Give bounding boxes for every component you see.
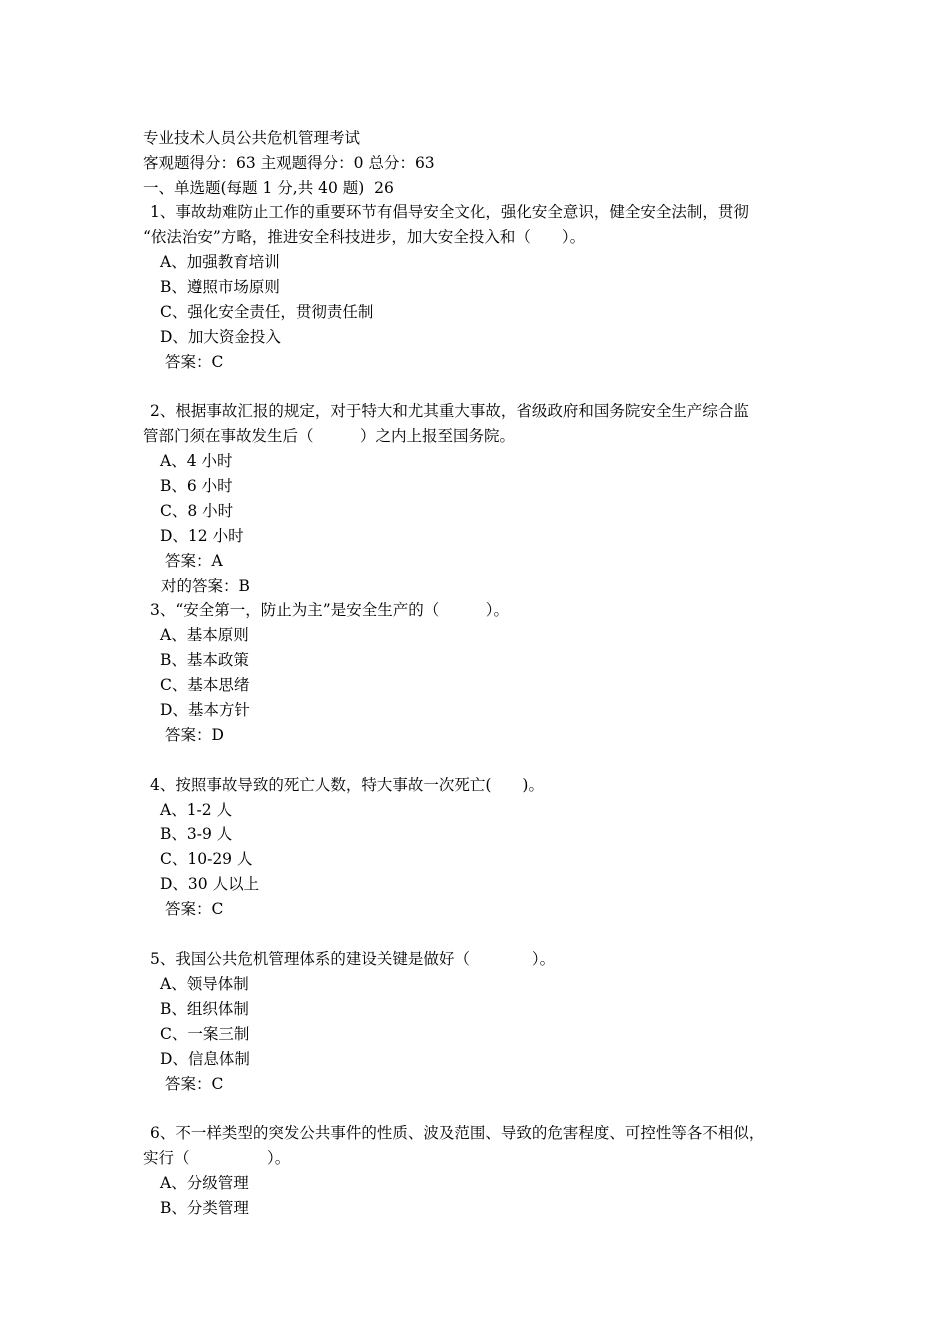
question-4-option-c: C、10-29 人 bbox=[160, 850, 253, 868]
question-5-answer: 答案：C bbox=[165, 1075, 224, 1093]
question-1-option-d: D、加大资金投入 bbox=[160, 328, 281, 346]
question-5-option-b: B、组织体制 bbox=[160, 1000, 249, 1018]
question-4-option-b: B、3-9 人 bbox=[160, 825, 233, 843]
question-2-correct-answer: 对的答案：B bbox=[161, 577, 250, 595]
section-header: 一、单选题(每题 1 分,共 40 题) 26 bbox=[143, 179, 394, 197]
question-6-option-a: A、分级管理 bbox=[160, 1174, 249, 1192]
question-2-text: 2、根据事故汇报的规定，对于特大和尤其重大事故，省级政府和国务院安全生产综合监 bbox=[150, 402, 749, 420]
question-1-answer: 答案：C bbox=[165, 353, 224, 371]
question-2-option-c: C、8 小时 bbox=[160, 502, 234, 520]
question-2-option-d: D、12 小时 bbox=[160, 527, 244, 545]
document-title: 专业技术人员公共危机管理考试 bbox=[143, 129, 361, 147]
question-5-option-a: A、领导体制 bbox=[160, 975, 249, 993]
question-4-text: 4、按照事故导致的死亡人数，特大事故一次死亡( )。 bbox=[150, 776, 544, 794]
question-3-option-c: C、基本思绪 bbox=[160, 676, 250, 694]
score-line: 客观题得分：63 主观题得分：0 总分：63 bbox=[143, 154, 435, 172]
question-1-option-a: A、加强教育培训 bbox=[160, 253, 280, 271]
question-2-answer: 答案：A bbox=[165, 552, 223, 570]
question-4-option-d: D、30 人以上 bbox=[160, 875, 260, 893]
question-3-text: 3、“安全第一，防止为主”是安全生产的（ ）。 bbox=[150, 601, 509, 619]
question-5-text: 5、我国公共危机管理体系的建设关键是做好（ ）。 bbox=[150, 950, 556, 968]
question-3-option-b: B、基本政策 bbox=[160, 651, 249, 669]
question-3-option-d: D、基本方针 bbox=[160, 701, 250, 719]
question-3-option-a: A、基本原则 bbox=[160, 626, 249, 644]
question-1-text: 1、事故劫难防止工作的重要环节有倡导安全文化，强化安全意识，健全安全法制，贯彻 bbox=[150, 203, 749, 221]
question-1-option-c: C、强化安全责任，贯彻责任制 bbox=[160, 303, 374, 321]
question-5-option-d: D、信息体制 bbox=[160, 1050, 250, 1068]
question-2-text-cont: 管部门须在事故发生后（ ）之内上报至国务院。 bbox=[143, 427, 516, 445]
question-1-option-b: B、遵照市场原则 bbox=[160, 278, 280, 296]
question-6-text: 6、不一样类型的突发公共事件的性质、波及范围、导致的危害程度、可控性等各不相似， bbox=[150, 1124, 765, 1142]
question-2-option-b: B、6 小时 bbox=[160, 477, 233, 495]
question-4-option-a: A、1-2 人 bbox=[160, 801, 233, 819]
question-1-text-cont: “依法治安”方略，推进安全科技进步，加大安全投入和（ ）。 bbox=[143, 228, 586, 246]
question-2-option-a: A、4 小时 bbox=[160, 452, 233, 470]
question-3-answer: 答案：D bbox=[165, 726, 224, 744]
question-6-option-b: B、分类管理 bbox=[160, 1199, 249, 1217]
question-5-option-c: C、一案三制 bbox=[160, 1025, 250, 1043]
question-6-text-cont: 实行（ ）。 bbox=[143, 1149, 291, 1167]
question-4-answer: 答案：C bbox=[165, 900, 224, 918]
